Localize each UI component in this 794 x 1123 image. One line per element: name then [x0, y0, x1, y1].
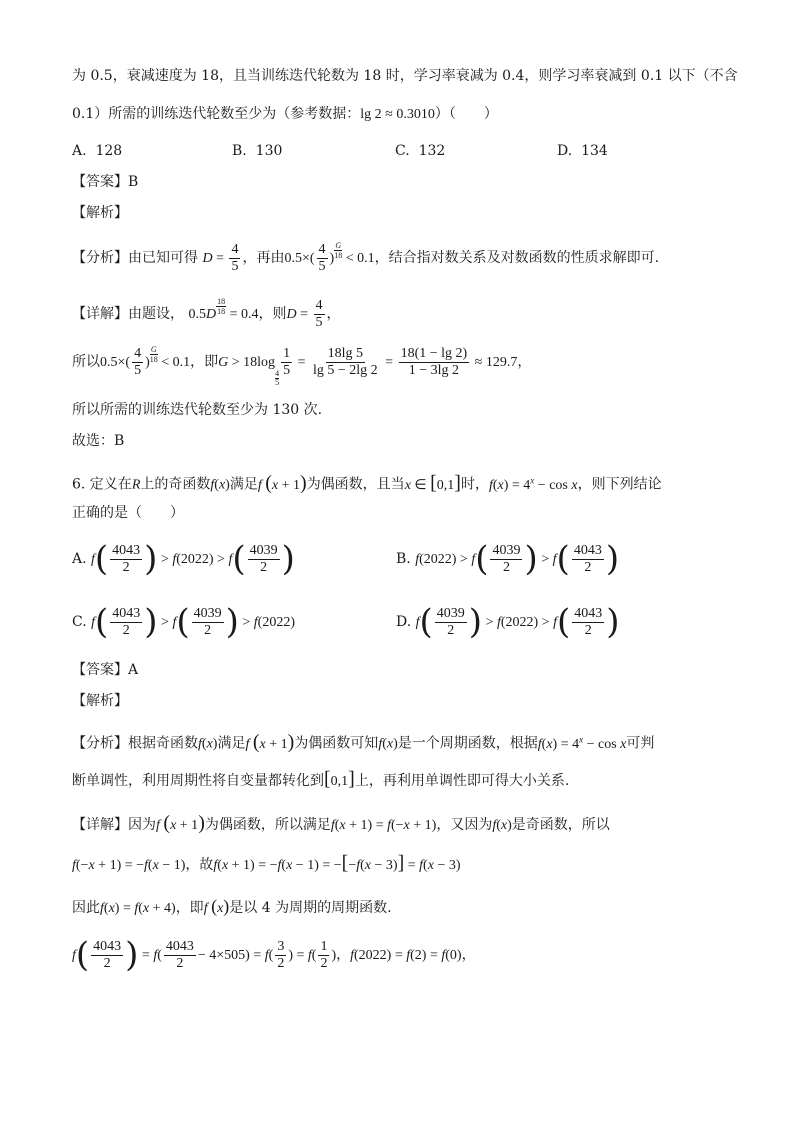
prev-line-2 — [72, 104, 498, 125]
q6-option-b: B. f(2022) > f( $\frac{4039}{2}$ ) > f( $\frac{4043}{2}$ ) — [396, 539, 620, 579]
prev-line-2-end: ）（ ） — [434, 106, 498, 122]
analysis-label: 【解析】 — [72, 205, 128, 221]
question-6-line-1: 6. 定义在R上的奇函数f(x)满足f (x + 1)为偶函数，且当x ∈ [0,1]时，$f(x) = 4^x - \cos x$，则下列结论 — [72, 471, 662, 494]
choose-line: 故选：B — [72, 433, 125, 449]
q6-analysis-line-1: 【分析】根据奇函数f(x)满足f (x + 1)为偶函数可知f(x)是一个周期函数，根据$f(x) = 4^x - \cos x$可判 — [72, 730, 655, 753]
q6-option-a: A. f( $\frac{4043}{2}$ ) > f(2022) > f( $\frac{4039}{2}$ ) — [72, 539, 295, 579]
prev-line-1: 为 0.5，衰减速度为 18，且当训练迭代轮数为 18 时，学习率衰减为 0.4，则学习率衰减到 0.1 以下（不含 — [72, 68, 738, 84]
reference-data: lg 2 ≈ 0.3010 — [360, 107, 435, 122]
q6-detail-line-2: f(−x + 1) = −f(x − 1)，故f(x + 1) = −f(x − 1) = −[−f(x − 3)] = f(x − 3) — [72, 852, 461, 874]
option-d: D. 134 — [557, 143, 608, 159]
q6-analysis-label: 【解析】 — [72, 693, 128, 709]
q6-analysis-line-2: 断单调性，利用周期性将自变量都转化到[0,1]上，再利用单调性即可得大小关系. — [72, 768, 570, 790]
detail-line-1: 【详解】由题设， 0.5D $\frac{18}{18}$ = 0.4，则D = $\frac{4}{5}$ ， — [72, 297, 341, 330]
q6-detail-line-4: f( $\frac{4043}{2}$ ) = f( $\frac{4043}{2}$ − 4×505) = f( $\frac{3}{2}$ ) = f( $\frac{1}{2}$ )，f(2022) = f(2) = f(0)， — [72, 935, 476, 975]
q6-option-d: D. f( $\frac{4039}{2}$ ) > f(2022) > f( $\frac{4043}{2}$ ) — [396, 602, 620, 642]
q6-detail-line-1: 【详解】因为f (x + 1)为偶函数，所以满足f(x + 1) = f(−x + 1)，又因为f(x)是奇函数，所以 — [72, 812, 610, 834]
prev-line-2-text: 0.1）所需的训练迭代轮数至少为（参考数据： — [72, 106, 361, 122]
question-6-line-2: 正确的是（ ） — [72, 505, 184, 521]
conclusion-line: 所以所需的训练迭代轮数至少为 130 次. — [72, 402, 323, 418]
option-c: C. 132 — [395, 143, 446, 159]
q6-option-c: C. f( $\frac{4043}{2}$ ) > f( $\frac{4039}{2}$ ) > f(2022) — [72, 602, 295, 642]
answer-label: 【答案】B — [72, 174, 139, 190]
analysis-summary: 【分析】由已知可得 D = $\frac{4}{5}$ ，再由0.5×( $\frac{4}{5}$ ) $\frac{G}{18}$ < 0.1，结合指对数关系及对数函数的性质求解即可. — [72, 241, 660, 274]
option-b: B. 130 — [232, 143, 283, 159]
option-a: A. 128 — [72, 143, 123, 159]
q6-detail-line-3: 因此f(x) = f(x + 4)，即f (x)是以 4 为周期的周期函数. — [72, 896, 392, 916]
q6-answer-label: 【答案】A — [72, 662, 139, 678]
detail-line-2: 所以0.5×( $\frac{4}{5}$ ) $\frac{G}{18}$ < 0.1，即G > 18log $_{\frac{4}{5}}$ $\frac{1}{5}$ = $\frac{18\lg 5}{\lg 5 - 2\lg 2}$ = $\frac{18(1 - \lg 2)}{1 - 3\lg 2}$ ≈ 129.7， — [72, 345, 532, 387]
